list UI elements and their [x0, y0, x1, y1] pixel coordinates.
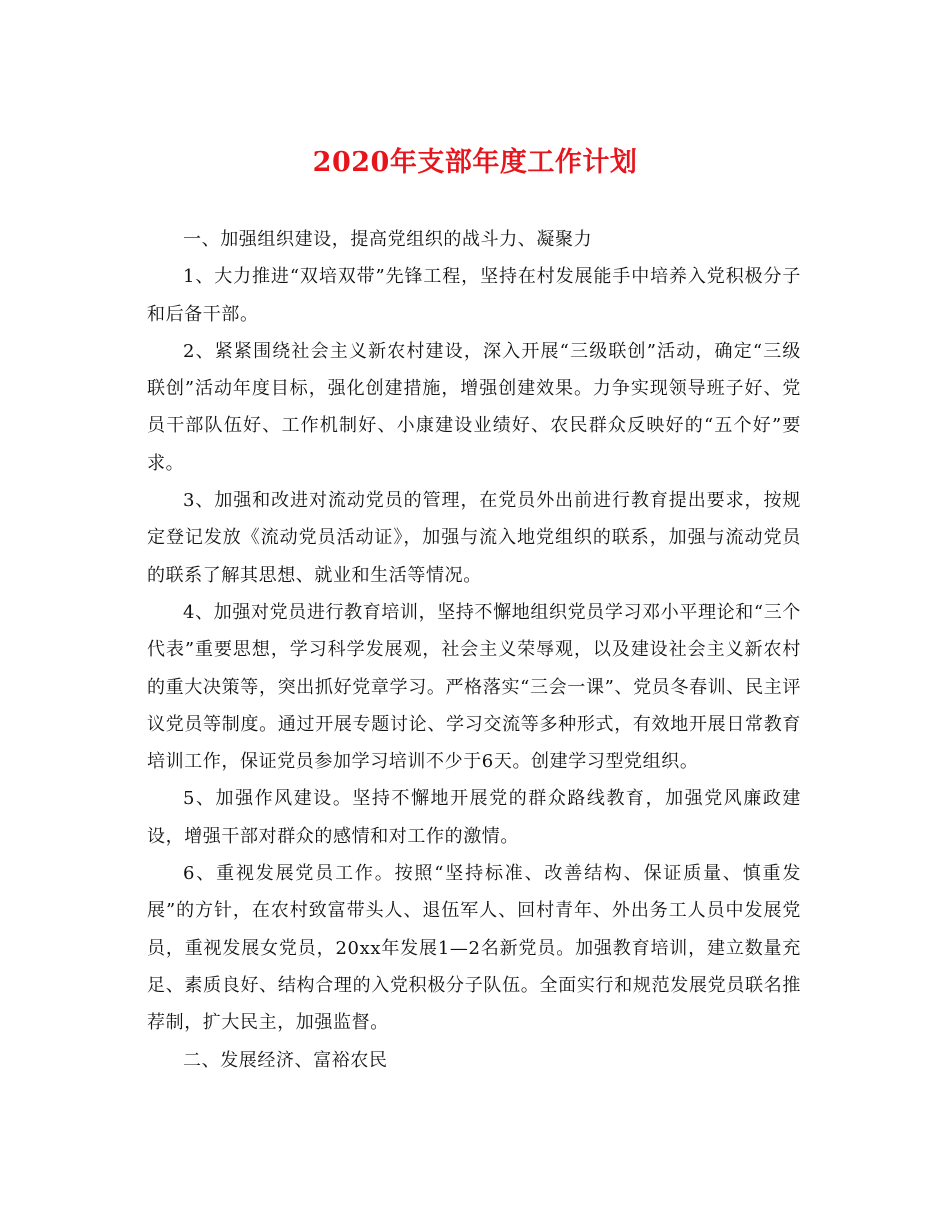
paragraph-item-3: 3、加强和改进对流动党员的管理，在党员外出前进行教育提出要求，按规定登记发放《流动党员活动证》，加强与流入地党组织的联系，加强与流动党员的联系了解其思想、就业和生活等情况。 — [147, 490, 801, 586]
paragraph-item-4: 4、加强对党员进行教育培训，坚持不懈地组织党员学习邓小平理论和“三个代表”重要思想，学习科学发展观，社会主义荣辱观，以及建设社会主义新农村的重大决策等，突出抓好党章学习。严格落实“三会一课”、党员冬春训、民主评议党员等制度。通过开展专题讨论、学习交流等多种形式，有效地开展日常教育培训工作，保证党员参加学习培训不少于6天。创建学习型党组织。 — [147, 601, 801, 773]
paragraph-item-6: 6、重视发展党员工作。按照“坚持标准、改善结构、保证质量、慎重发展”的方针，在农村致富带头人、退伍军人、回村青年、外出务工人员中发展党员，重视发展女党员，20xx年发展1—2名新党员。加强教育培训，建立数量充足、素质良好、结构合理的入党积极分子队伍。全面实行和规范发展党员联名推荐制，扩大民主，加强监督。 — [147, 863, 801, 1034]
section-heading-1: 一、加强组织建设，提高党组织的战斗力、凝聚力 — [183, 229, 593, 250]
document-body — [147, 221, 801, 1079]
document-title: 2020年支部年度工作计划 — [312, 147, 638, 178]
paragraph-item-1: 1、大力推进“双培双带”先锋工程，坚持在村发展能手中培养入党积极分子和后备干部。 — [147, 266, 801, 325]
section-heading-2: 二、发展经济、富裕农民 — [183, 1049, 388, 1071]
paragraph-item-2: 2、紧紧围绕社会主义新农村建设，深入开展“三级联创”活动，确定“三级联创”活动年度目标，强化创建措施，增强创建效果。力争实现领导班子好、党员干部队伍好、工作机制好、小康建设业绩好、农民群众反映好的“五个好”要求。 — [147, 340, 801, 474]
paragraph-item-5: 5、加强作风建设。坚持不懈地开展党的群众路线教育，加强党风廉政建设，增强干部对群众的感情和对工作的激情。 — [147, 788, 801, 847]
